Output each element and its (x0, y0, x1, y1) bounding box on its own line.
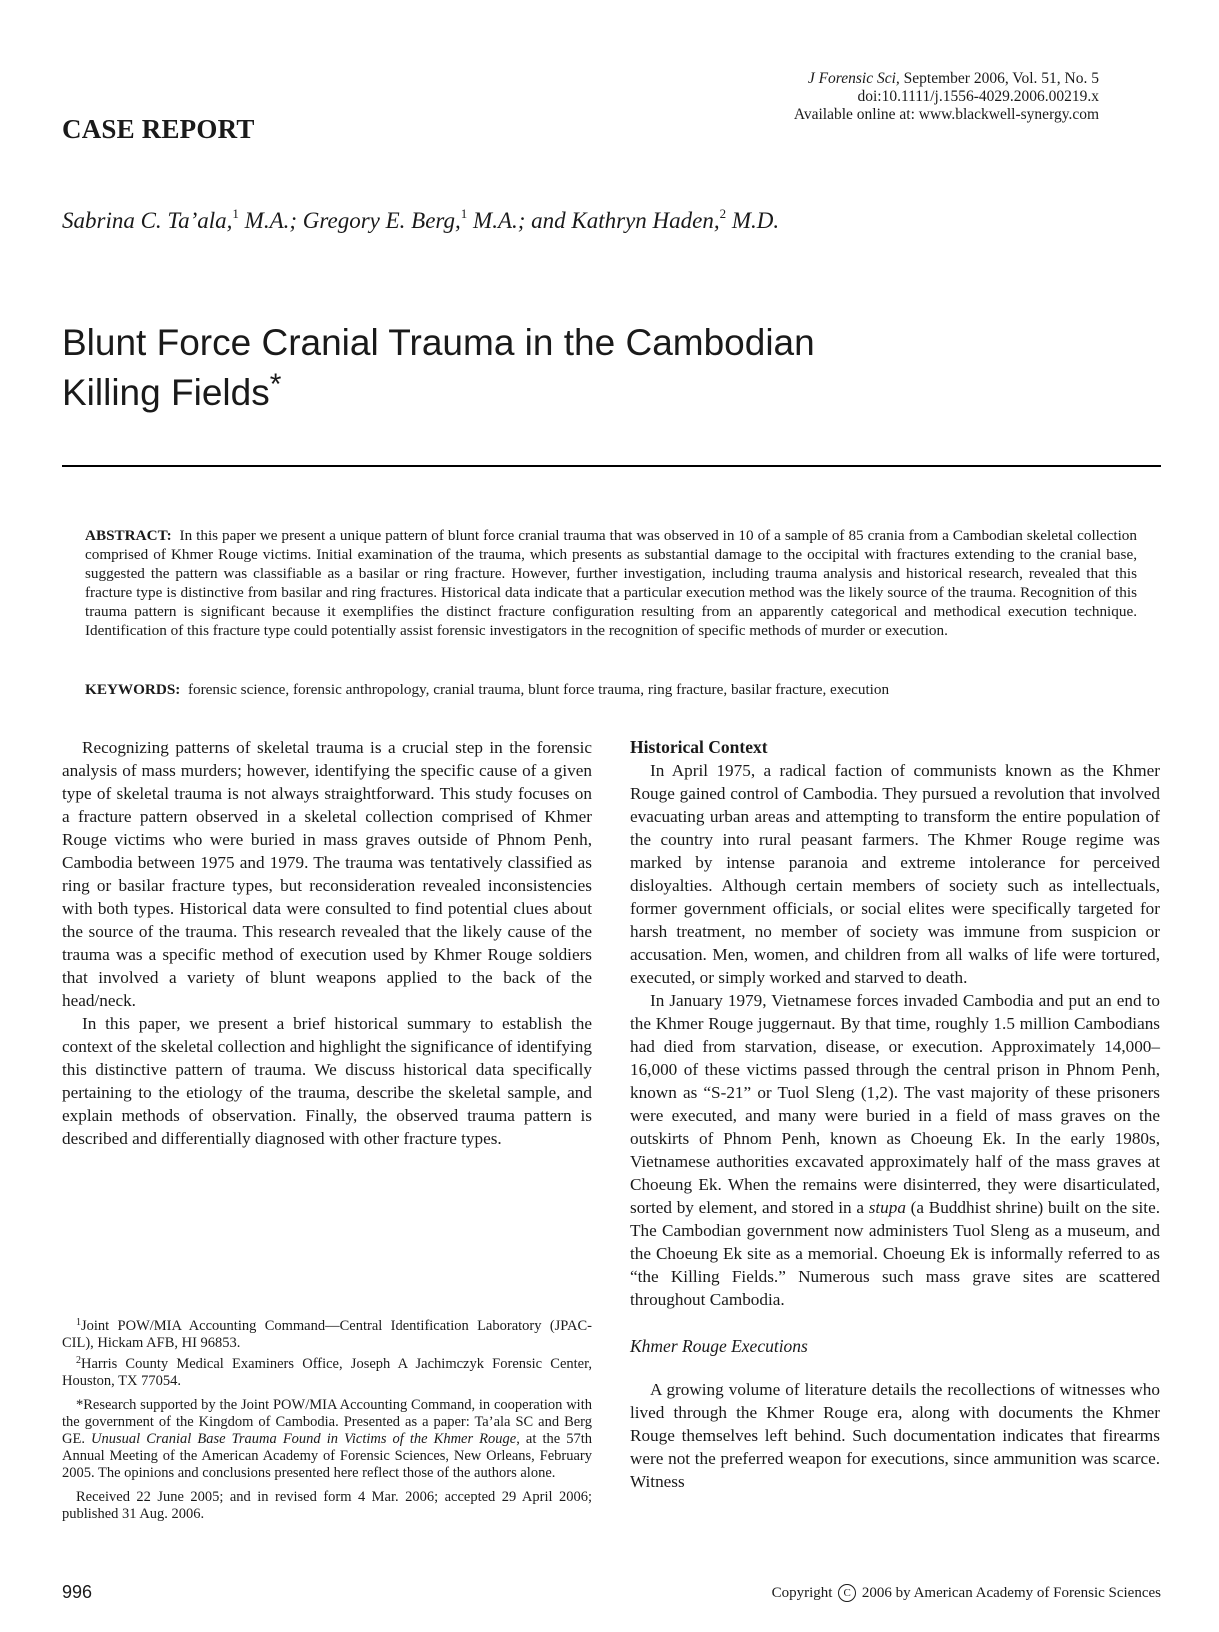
section-label: CASE REPORT (62, 114, 255, 144)
copyright-notice (772, 1584, 1161, 1602)
body-paragraph: Recognizing patterns of skeletal trauma is a crucial step in the forensic analysis of mass murders; however, identifying the specific cause of a given type of skeletal trauma is not always straightforward. This study focuses on a fracture pattern observed in a skeletal collection comprised of Khmer Rouge victims who were buried in mass graves outside of Phnom Penh, Cambodia between 1975 and 1979. The trauma was tentatively classified as ring or basilar fracture types, but reconsideration revealed inconsistencies with both types. Historical data were consulted to find potential clues about the source of the trauma. This research revealed that the likely cause of the trauma was a specific method of execution used by Khmer Rouge soldiers that involved a variety of blunt weapons applied to the back of the head/neck. (62, 738, 592, 1010)
keywords (85, 681, 1145, 699)
author-name: Kathryn Haden, (571, 208, 720, 233)
footnote-text: , at the 57th Annual Meeting of the American Academy of Forensic Sciences, New Orleans, February 2005. The opinions and conclusions presented here reflect those of the authors alone. (62, 1431, 592, 1481)
footnote (62, 1314, 592, 1352)
body-paragraph: In this paper, we present a brief historical summary to establish the context of the skeletal collection and highlight the significance of identifying this distinctive pattern of trauma. We discuss historical data specifically pertaining to the etiology of the trauma, describe the skeletal sample, and explain methods of observation. Finally, the observed trauma pattern is described and differentially diagnosed with other fracture types. (62, 1014, 592, 1148)
author-degree: M.A.; (238, 208, 303, 233)
journal-citation (639, 70, 1099, 124)
affiliation-marker: 1 (232, 206, 239, 221)
abstract-text: In this paper we present a unique pattern of blunt force cranial trauma that was observed in 10 of a sample of 85 crania from a Cambodian skeletal collection comprised of Khmer Rouge victims. Initial examination of the trauma, which presents as substantial damage to the occipital with fractures extending to the cranial base, suggested the pattern was classifiable as a basilar or ring fracture. However, further investigation, including trauma analysis and historical research, revealed that this fracture type is distinctive from basilar and ring fractures. Historical data indicate that a particular execution method was the likely source of the trauma. Recognition of this trauma pattern is significant because it exemplifies the distinct fracture configuration resulting from an apparently categorical and methodical execution technique. Identification of this fracture type could potentially assist forensic investigators in the recognition of specific methods of murder or execution. (85, 527, 1137, 639)
title-line (62, 364, 962, 414)
author-degree: M.D. (726, 208, 780, 233)
page-number: 996 (62, 1582, 93, 1602)
affiliation-marker: 1 (460, 206, 468, 221)
footnote-marker: 1 (76, 1317, 81, 1328)
abstract (85, 526, 1137, 640)
paper-title (62, 322, 962, 414)
copyright-label: Copyright (771, 1585, 833, 1601)
footnote-marker: * (76, 1397, 84, 1413)
online-availability: Available online at: www.blackwell-synergy.com (793, 106, 1099, 123)
section-heading: Historical Context (630, 737, 768, 757)
footnote-marker: 2 (76, 1355, 81, 1366)
author-name: Gregory E. Berg, (302, 208, 461, 233)
author-degree: M.A.; and (467, 208, 572, 233)
footnote-text: Harris County Medical Examiners Office, Joseph A Jachimczyk Forensic Center, Houston, TX 77054. (62, 1356, 592, 1389)
footnote (62, 1397, 592, 1482)
doi: doi:10.1111/j.1556-4029.2006.00219.x (857, 88, 1099, 105)
body-paragraph (630, 989, 1160, 1311)
body-paragraph: A growing volume of literature details the recollections of witnesses who lived through the Khmer Rouge era, along with documents the Khmer Rouge themselves left behind. Such documentation indicates that firearms were not the preferred weapon for executions, since ammunition was scarce. Witness (630, 1380, 1160, 1491)
footnote (62, 1352, 592, 1390)
italic-term: stupa (868, 1198, 906, 1217)
copyright-holder: 2006 by American Academy of Forensic Sciences (861, 1585, 1161, 1601)
footnotes (62, 1314, 592, 1523)
left-column (62, 736, 592, 1150)
journal-issue-line (639, 70, 1099, 88)
abstract-label: ABSTRACT: (85, 527, 172, 544)
keywords-label: KEYWORDS: (85, 681, 181, 698)
copyright-symbol: C (838, 1584, 856, 1602)
author-line (62, 206, 779, 234)
received-dates: Received 22 June 2005; and in revised form 4 Mar. 2006; accepted 29 April 2006; published 31 Aug. 2006. (62, 1489, 592, 1522)
journal-issue: September 2006, Vol. 51, No. 5 (899, 70, 1099, 87)
title-divider (62, 465, 1161, 467)
body-text: In January 1979, Vietnamese forces invaded Cambodia and put an end to the Khmer Rouge juggernaut. By that time, roughly 1.5 million Cambodians had died from starvation, disease, or execution. Approximately 14,000–16,000 of these victims passed through the central prison in Phnom Penh, known as “S-21” or Tuol Sleng (1,2). The vast majority of these prisoners were executed, and many were buried in a field of mass graves on the outskirts of Phnom Penh, known as Choeung Ek. In the early 1980s, Vietnamese authorities excavated approximately half of the mass graves at Choeung Ek. When the remains were disinterred, they were disarticulated, sorted by element, and stored in a (630, 991, 1160, 1217)
author-name: Sabrina C. Ta’ala, (62, 208, 233, 233)
title-footnote-marker: * (269, 368, 282, 401)
presentation-title: Unusual Cranial Base Trauma Found in Victims of the Khmer Rouge (91, 1431, 517, 1447)
title-text: Killing Fields (62, 372, 270, 413)
journal-name: J Forensic Sci, (807, 70, 900, 87)
keywords-text: forensic science, forensic anthropology, cranial trauma, blunt force trauma, ring fracture, basilar fracture, execution (187, 681, 890, 698)
footnote-text: Research supported by the Joint POW/MIA Accounting Command, in cooperation with the government of the Kingdom of Cambodia. Presented as a paper: Ta’ala SC and Berg GE. (62, 1397, 592, 1447)
body-paragraph: In April 1975, a radical faction of communists known as the Khmer Rouge gained control of Cambodia. They pursued a revolution that involved evacuating urban areas and attempting to transform the entire population of the country into rural peasant farmers. The Khmer Rouge regime was marked by intense paranoia and extreme intolerance for perceived disloyalties. Although certain members of society such as intellectuals, former government officials, or social elites were specifically targeted for harsh treatment, no member of society was immune from suspicion or accusation. Men, women, and children from all walks of life were tortured, executed, or simply worked and starved to death. (630, 761, 1160, 987)
title-line: Blunt Force Cranial Trauma in the Cambodian (62, 322, 815, 363)
affiliation-marker: 2 (719, 206, 727, 221)
footnote-text: Joint POW/MIA Accounting Command—Central Identification Laboratory (JPAC-CIL), Hickam AFB, HI 96853. (62, 1318, 592, 1351)
right-column (630, 736, 1160, 1493)
body-text: (a Buddhist shrine) built on the site. The Cambodian government now administers Tuol Sleng as a museum, and the Choeung Ek site as a memorial. Choeung Ek is informally referred to as “the Killing Fields.” Numerous such mass grave sites are scattered throughout Cambodia. (630, 1198, 1160, 1309)
subsection-heading: Khmer Rouge Executions (630, 1336, 808, 1356)
